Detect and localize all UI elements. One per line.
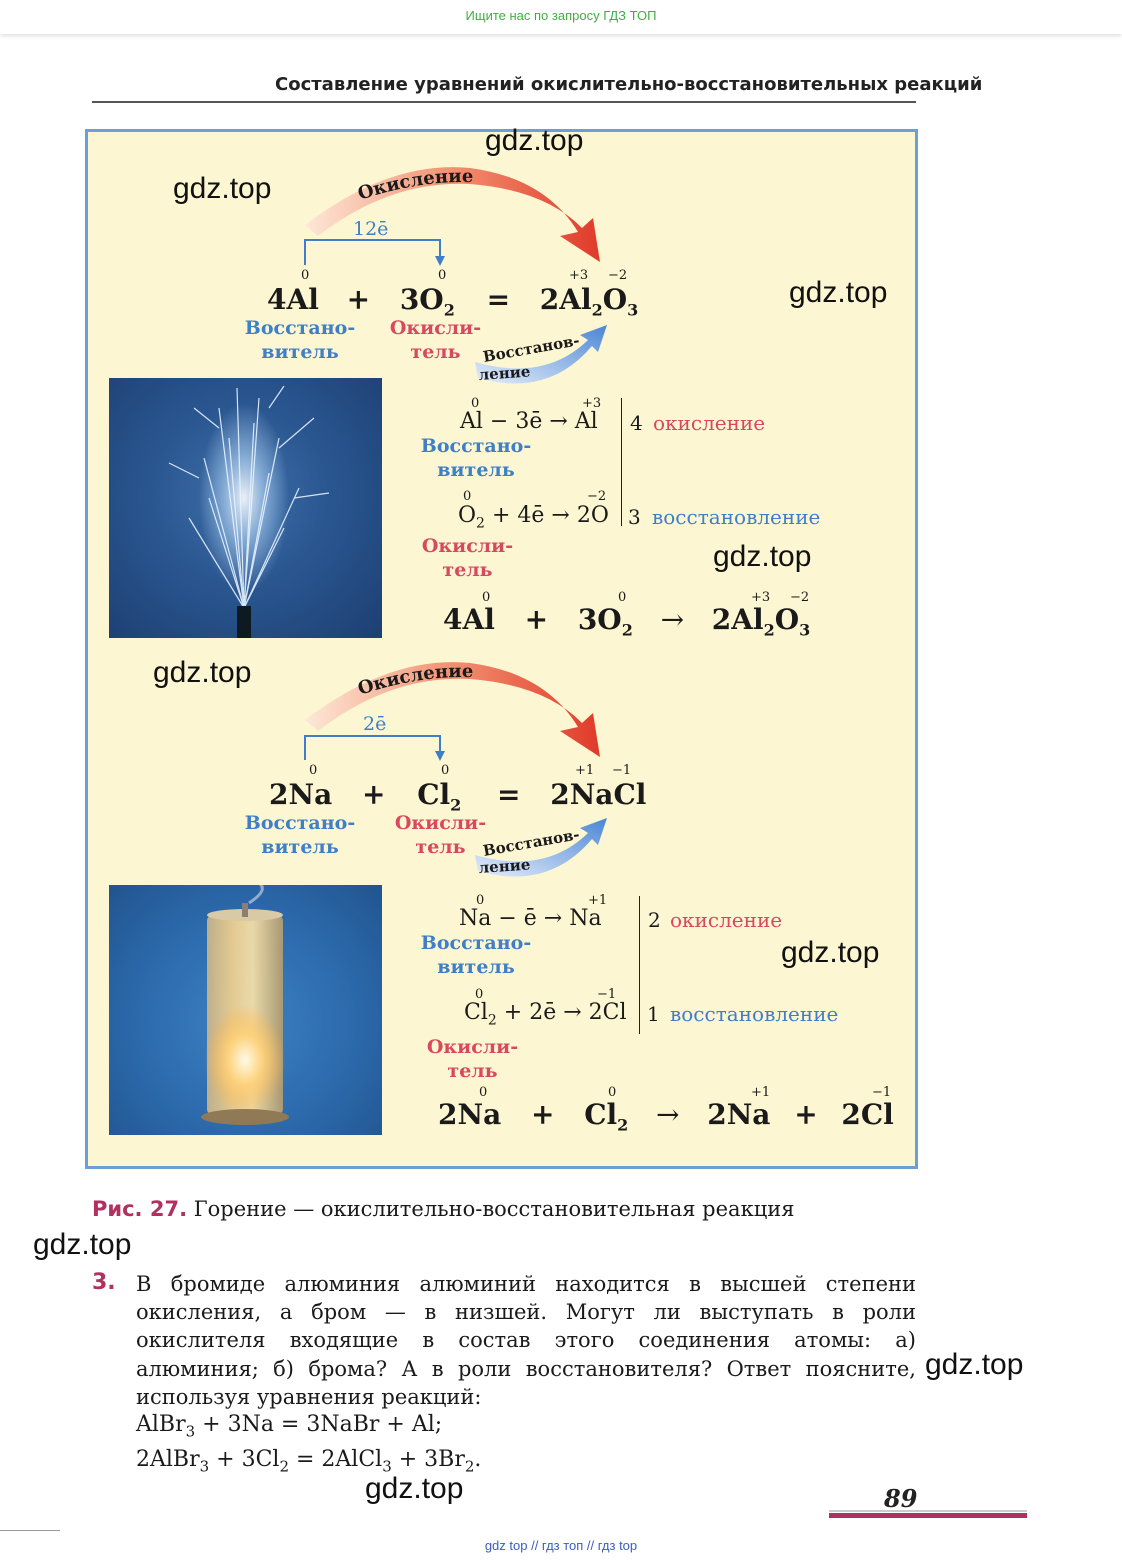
sparks-illustration bbox=[109, 378, 382, 638]
half-reaction-3: Na − ē → Na bbox=[459, 906, 602, 931]
watermark: gdz.top bbox=[153, 656, 252, 689]
caption-text: Горение — окислительно-восстановительная реакция bbox=[187, 1197, 795, 1221]
watermark: gdz.top bbox=[789, 276, 888, 309]
ox-state: −2 bbox=[608, 268, 628, 283]
ox-state: 0 bbox=[482, 590, 491, 605]
oxidizer-label: Окисли- тель bbox=[426, 1036, 519, 1082]
ox-state: +3 bbox=[582, 396, 602, 411]
ox-state: −1 bbox=[872, 1085, 892, 1100]
ox-state: 0 bbox=[618, 590, 627, 605]
oxidizer-label: Окисли- тель bbox=[421, 535, 514, 581]
ox-state: 0 bbox=[471, 396, 480, 411]
ox-state: +1 bbox=[588, 893, 608, 908]
watermark: gdz.top bbox=[365, 1472, 464, 1505]
ox-state: 0 bbox=[608, 1085, 617, 1100]
watermark: gdz.top bbox=[33, 1228, 132, 1261]
page-number: 89 bbox=[884, 1484, 918, 1513]
oxidation-word: окисление bbox=[653, 411, 766, 435]
oxidation-word: окисление bbox=[670, 908, 783, 932]
coefficient: 1 bbox=[647, 1002, 660, 1026]
electron-count-1: 12ē bbox=[353, 218, 389, 240]
cylinder-illustration bbox=[109, 885, 382, 1135]
ox-state: 0 bbox=[441, 763, 450, 778]
watermark: gdz.top bbox=[485, 124, 584, 157]
reducer-label: Восстано- витель bbox=[420, 932, 532, 978]
watermark: gdz.top bbox=[925, 1348, 1024, 1381]
reduction-word: восстановление bbox=[670, 1002, 839, 1026]
ox-state: −1 bbox=[597, 987, 617, 1002]
ox-state: 0 bbox=[479, 1085, 488, 1100]
main-equation-2: $2Na + Cl_2$ = 2NaCl bbox=[269, 778, 647, 815]
watermark: gdz.top bbox=[173, 172, 272, 205]
reduction-label-1a: Восстанов- bbox=[481, 331, 581, 366]
oxidizer-label-1: Окисли- тель bbox=[389, 317, 482, 363]
half-reaction-1: Al − 3ē → Al bbox=[460, 409, 598, 434]
electron-bracket-2 bbox=[305, 736, 440, 760]
ox-state: +1 bbox=[575, 763, 595, 778]
balance-divider bbox=[621, 398, 622, 526]
ox-state: +1 bbox=[751, 1085, 771, 1100]
ox-state: −1 bbox=[612, 763, 632, 778]
electron-bracket-1 bbox=[305, 240, 440, 265]
half-reaction-4: $Cl_2$ + 2ē → 2Cl bbox=[464, 1000, 627, 1029]
figure-number: Рис. 27. bbox=[92, 1197, 188, 1221]
half-reaction-2: $O_2$ + 4ē → 2O bbox=[458, 503, 609, 532]
ox-state: +3 bbox=[569, 268, 589, 283]
reducer-label: Восстано- витель bbox=[420, 435, 532, 481]
ox-state: 0 bbox=[438, 268, 447, 283]
reduction-label-2b: ление bbox=[478, 855, 531, 877]
ox-state: −2 bbox=[790, 590, 810, 605]
coefficient: 2 bbox=[648, 908, 661, 932]
figure-caption bbox=[92, 1197, 794, 1221]
reduction-label-2a: Восстанов- bbox=[481, 825, 581, 860]
ox-state: 0 bbox=[301, 268, 310, 283]
oxidation-label-2: Окисление bbox=[355, 660, 474, 700]
footer-links[interactable]: gdz top // гдз топ // гдз top bbox=[484, 1538, 638, 1553]
top-banner-text[interactable]: Ищите нас по запросу ГДЗ ТОП bbox=[465, 8, 657, 23]
watermark: gdz.top bbox=[713, 540, 812, 573]
question-equation-2: 2AlBr$_3$ + $3Cl_2$ = 2AlCl$_3$ + $3Br_2$. bbox=[136, 1446, 482, 1475]
ox-state: −2 bbox=[587, 489, 607, 504]
ox-state: 0 bbox=[309, 763, 318, 778]
ox-state: 0 bbox=[476, 893, 485, 908]
page-edge-line bbox=[0, 1530, 60, 1531]
balance-divider bbox=[639, 896, 640, 1034]
watermark: gdz.top bbox=[781, 936, 880, 969]
final-equation-2: $2Na + Cl_2 \to 2Na + 2Cl$ bbox=[438, 1098, 894, 1135]
ox-state: 0 bbox=[463, 489, 472, 504]
coefficient: 4 bbox=[630, 411, 643, 435]
reducer-label-2: Восстано- витель bbox=[244, 812, 356, 858]
aluminum-burning-photo bbox=[109, 378, 382, 638]
coefficient: 3 bbox=[628, 505, 641, 529]
reduction-label-1b: ление bbox=[478, 362, 531, 384]
final-equation-1: $4Al + 3O_2 \to 2Al_2O_3$ bbox=[443, 603, 811, 640]
electron-count-2: 2ē bbox=[363, 713, 387, 735]
page-rule bbox=[829, 1510, 1027, 1512]
page-accent-bar bbox=[829, 1513, 1027, 1518]
reduction-word: восстановление bbox=[652, 505, 821, 529]
chapter-title: Составление уравнений окислительно-восстановительных реакций bbox=[275, 74, 983, 95]
reducer-label-1: Восстано- витель bbox=[244, 317, 356, 363]
question-number: 3. bbox=[92, 1270, 116, 1295]
oxidation-label-1: Окисление bbox=[355, 165, 474, 205]
question-equation-1: AlBr$_3$ + 3Na = 3NaBr + Al; bbox=[136, 1412, 443, 1441]
ox-state: 0 bbox=[475, 987, 484, 1002]
question-text-block bbox=[136, 1270, 916, 1480]
question-text: В бромиде алюминия алюминий находится в высшей степени окисления, а бром — в низшей. Могут ли выступать в роли окислителя входящие в состав этого соединения атомы: а) алюминия; б) брома? А в роли восстановителя? Ответ поясните, используя уравнения реакций: bbox=[136, 1272, 916, 1409]
main-equation-1: $4Al + 3O_2 = 2Al_2O_3$ bbox=[267, 283, 639, 320]
sodium-burning-photo bbox=[109, 885, 382, 1135]
oxidizer-label-2: Окисли- тель bbox=[394, 812, 487, 858]
ox-state: +3 bbox=[751, 590, 771, 605]
